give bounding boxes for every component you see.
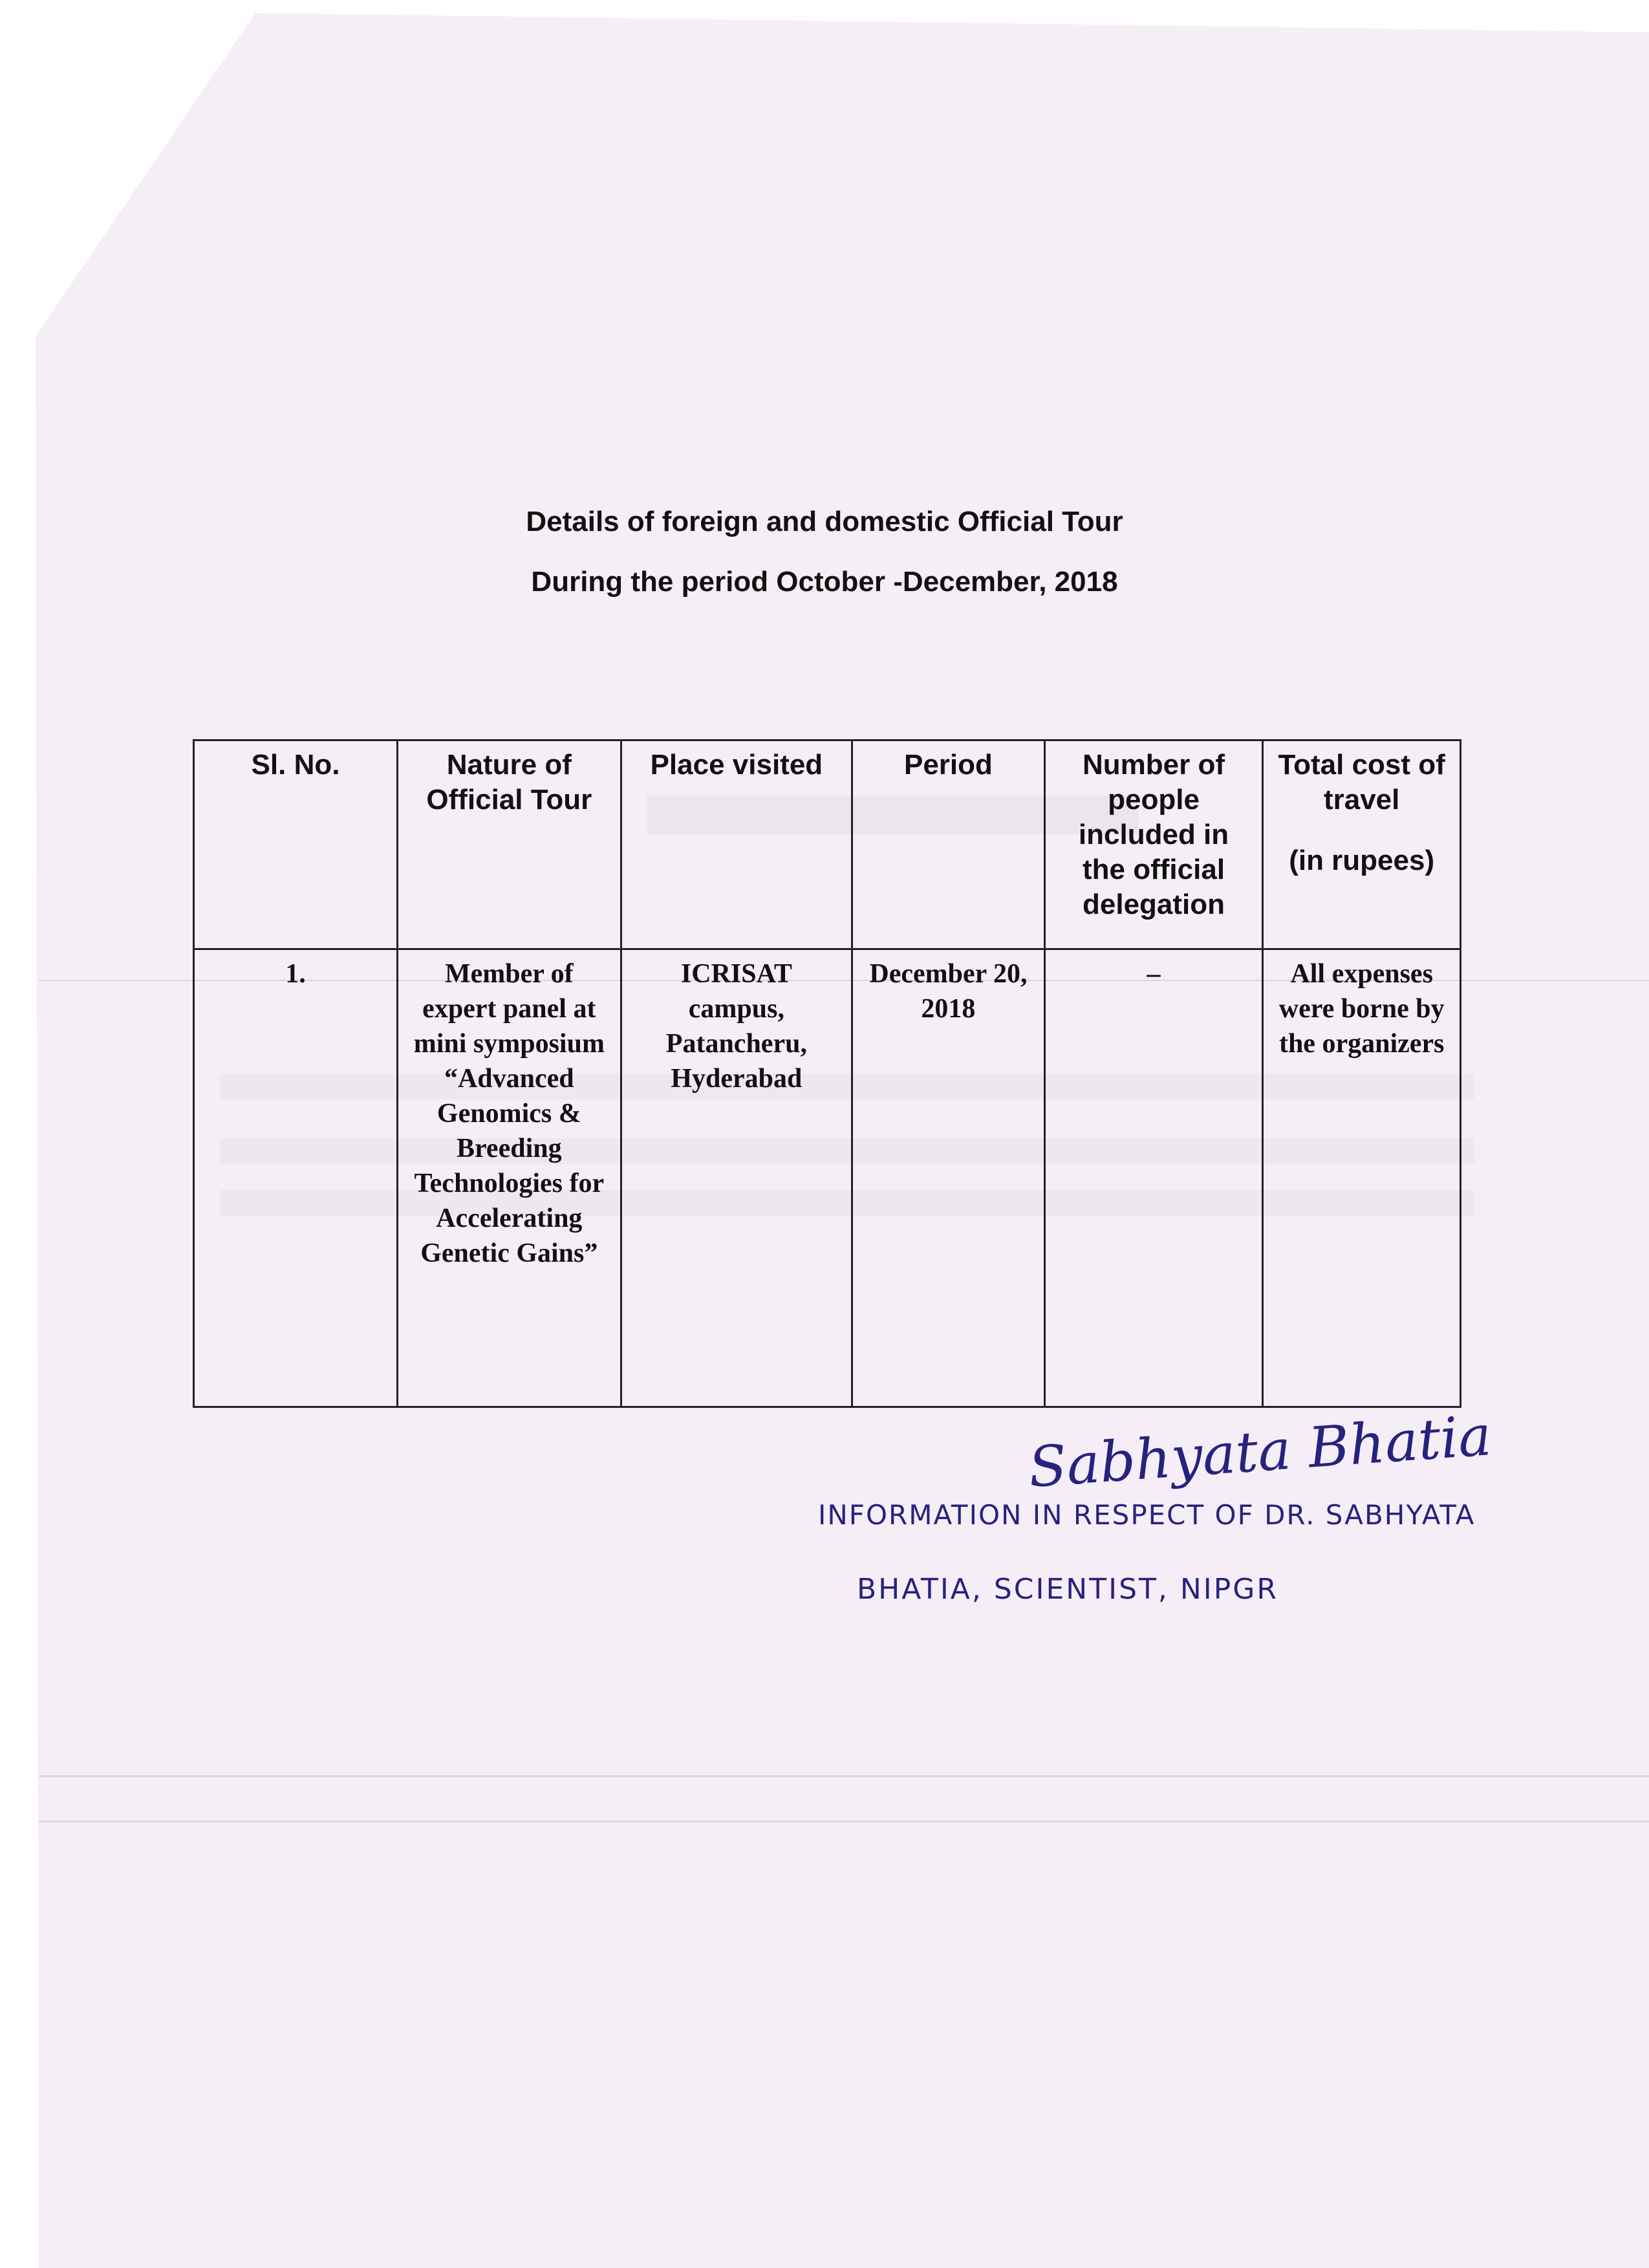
header-sl-no: Sl. No. <box>194 740 398 949</box>
handwritten-note-line1: INFORMATION IN RESPECT OF DR. SABHYATA <box>818 1499 1476 1531</box>
document-title: Details of foreign and domestic Official Tour <box>526 506 1123 537</box>
header-people: Number of people included in the official delegation <box>1044 740 1263 949</box>
header-nature: Nature of Official Tour <box>398 740 621 949</box>
document-subtitle: During the period October -December, 2018 <box>531 566 1118 598</box>
fold-line <box>39 1820 1649 1822</box>
header-period: Period <box>852 740 1045 949</box>
header-cost <box>1263 740 1461 949</box>
table-header-row <box>194 740 1461 949</box>
cell-sl-no: 1. <box>194 949 398 1407</box>
cell-nature: Member of expert panel at mini symposium “Advanced Genomics & Breeding Technologies for Accelerating Genetic Gains” <box>398 949 621 1407</box>
header-cost-main: Total cost of travel <box>1278 749 1445 815</box>
cell-period: December 20, 2018 <box>852 949 1045 1407</box>
fold-line <box>39 1775 1649 1777</box>
table-row <box>194 949 1461 1407</box>
cell-cost: All expenses were borne by the organizers <box>1263 949 1461 1407</box>
tour-table <box>193 739 1461 1408</box>
header-place: Place visited <box>621 740 852 949</box>
cell-place: ICRISAT campus, Patancheru, Hyderabad <box>621 949 852 1407</box>
header-cost-unit: (in rupees) <box>1289 845 1435 876</box>
handwritten-signature: Sabhyata Bhatia <box>1026 1403 1494 1500</box>
cell-people: – <box>1044 949 1263 1407</box>
handwritten-note-line2: BHATIA, SCIENTIST, NIPGR <box>857 1573 1278 1606</box>
